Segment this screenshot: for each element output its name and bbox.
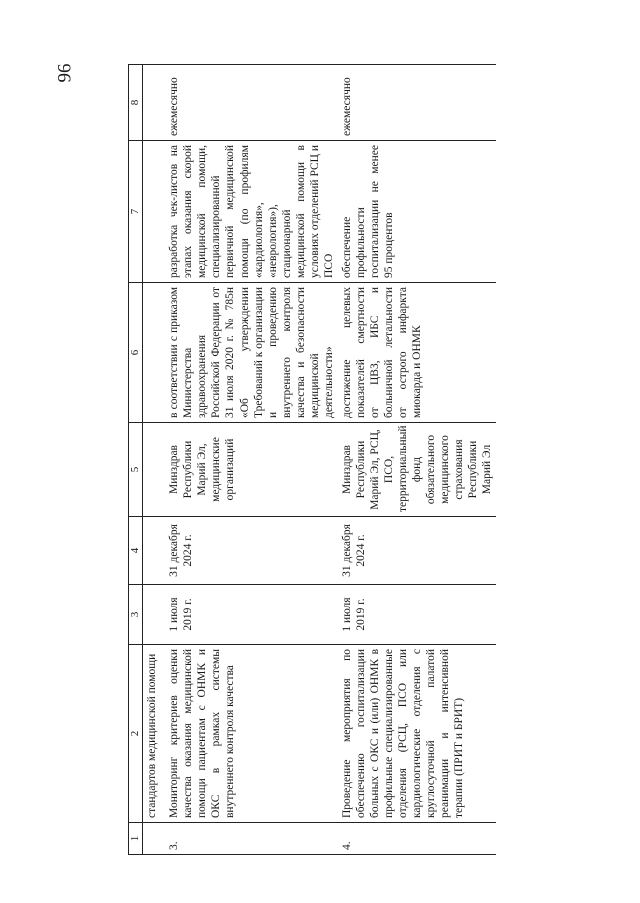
header-col-2: 2 [129, 645, 143, 823]
header-col-4: 4 [129, 517, 143, 585]
continuation-row [143, 65, 166, 855]
basis-cell: в соответствии с приказом Министерства здравоохранения Российской Федерации от 31 июля 2020 г. № 785н «Об утверждении Требований к организации и проведению внутреннего контроля качества и безопасности медицинской деятельности» [165, 283, 337, 423]
responsible-cell: Минздрав Республики Марий Эл, РСЦ, ПСО, территориальный фонд обязательного медицинского страхования Республики Марий Эл [338, 423, 496, 517]
header-col-3: 3 [129, 585, 143, 645]
measure-cell: Проведение мероприятия по обеспечению госпитализации больных с ОКС и (или) ОНМК в профильные специализированные отделения (РСЦ, ПСО или кардиологические отделения с круглосуточной палатой реанимации и интенсивной терапии (ПРИТ и БРИТ) [338, 645, 496, 823]
header-col-1: 1 [129, 823, 143, 855]
table-row [165, 65, 337, 855]
row-number: 4. [338, 823, 496, 855]
header-col-5: 5 [129, 423, 143, 517]
header-col-8: 8 [129, 65, 143, 141]
result-cell: разработка чек-листов на этапах оказания скорой медицинской помощи, специализированной первичной медицинской помощи (по профилям «кардиология», «неврология»), стационарной медицинской помощи в условиях отделений РСЦ и ПСО [165, 141, 337, 283]
page-number: 96 [54, 63, 76, 83]
header-col-7: 7 [129, 141, 143, 283]
header-row [129, 65, 143, 855]
responsible-cell: Минздрав Республики Марий Эл, медицинские организаций [165, 423, 337, 517]
measure-cell: Мониторинг критериев оценки качества оказания медицинской помощи пациентам с ОНМК и ОКС в рамках системы внутреннего контроля качества [165, 645, 337, 823]
period-cell: ежемесячно [338, 65, 496, 141]
result-cell: обеспечение профильности госпитализации не менее 95 процентов [338, 141, 496, 283]
basis-cell: достижение целевых показателей смертности от ЦВЗ, ИБС и больничной летальности от острого инфаркта миокарда и ОНМК [338, 283, 496, 423]
start-date-cell: 1 июля 2019 г. [338, 585, 496, 645]
table-row [338, 65, 496, 855]
period-cell: ежемесячно [165, 65, 337, 141]
start-date-cell: 1 июля 2019 г. [165, 585, 337, 645]
header-col-6: 6 [129, 283, 143, 423]
end-date-cell: 31 декабря 2024 г. [165, 517, 337, 585]
continuation-text: стандартов медицинской помощи [143, 645, 166, 823]
measures-table [128, 64, 496, 855]
landscape-table-page [128, 65, 493, 855]
row-number: 3. [165, 823, 337, 855]
end-date-cell: 31 декабря 2024 г. [338, 517, 496, 585]
